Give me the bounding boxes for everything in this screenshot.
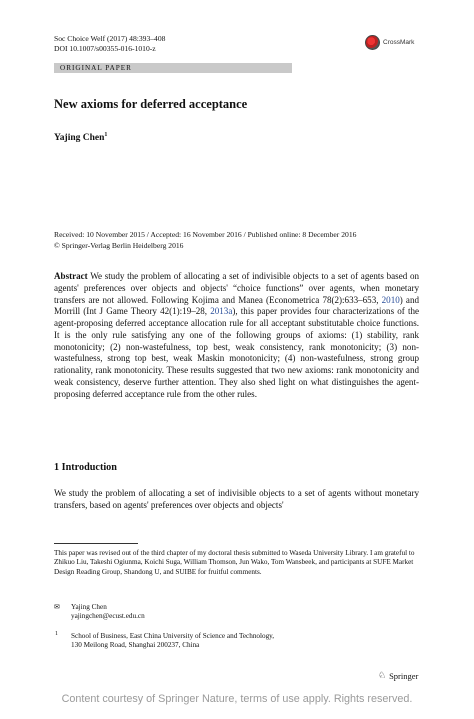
abstract [54,271,419,400]
publication-dates [54,230,424,251]
article-type-banner [54,63,292,73]
contact-email[interactable]: yajingchen@ecust.edu.cn [71,612,145,620]
section-heading: 1 Introduction [54,462,117,473]
crossmark-badge[interactable] [365,33,425,51]
affiliation-line-1: School of Business, East China University of Science and Technology, [71,632,275,640]
author-line [54,132,107,143]
crossmark-icon [365,35,380,50]
affiliation-line-2: 130 Meilong Road, Shanghai 200237, China [71,641,200,649]
abstract-text-1: We study the problem of allocating a set of indivisible objects to a set of agents based on agents' preferences over objects and objects' “choice functions” over agents, when monetary transfers are not allowed. Following Kojima and Manea (Econometrica 78(2):633–653, [54,271,419,305]
publisher-name: Springer [389,670,419,681]
courtesy-notice: Content courtesy of Springer Nature, terms of use apply. Rights reserved. [61,693,413,705]
citation-link-2010[interactable]: 2010 [381,294,400,305]
doi-line: DOI 10.1007/s00355-016-1010-z [54,44,156,53]
acknowledgement-footnote: This paper was revised out of the third chapter of my doctoral thesis submitted to Waseda University Library. I am grateful to Zhikuo Liu, Takeshi Ogiunma, Koichi Suga, William Thomson, Jun Wako, Tom Wansbeek, and participants at SUFE Market Design Reading Group, Shandong U, and SUIBE for fruitful comments. [54,549,415,576]
abstract-text-3: ), this paper provides four characterizations of the agent-proposing deferred acceptance allocation rule for all acceptant substitutable choice functions. It is the only rule satisfying any one of the following groups of axioms: (1) stability, rank monotonicity; (2) non-wastefulness, top best, weak consistency, rank monotonicity; (3) non-wastefulness, strong top best, weak Maskin monotonicity; (4) non-wastefulness, strong group rationality, rank monotonicity. These results suggested that two new axioms: rank monotonicity and weak consistency, deserve further attention. They also shed light on what distinguishes the agent-proposing deferred acceptance rule from the other rules. [54,306,419,399]
crossmark-label: CrossMark [383,38,415,46]
springer-horse-icon: ♘ [378,670,387,680]
author-name: Yajing Chen [54,133,105,144]
author-affiliation-marker: 1 [104,132,108,138]
paper-title: New axioms for deferred acceptance [54,97,248,111]
contact-name: Yajing Chen [71,603,107,611]
history-dates: Received: 10 November 2015 / Accepted: 16 November 2016 / Published online: 8 December 2016 [54,230,357,239]
publisher-logo [378,670,418,681]
abstract-label: Abstract [54,271,88,281]
citation-link-2013a[interactable]: 2013a [210,306,233,317]
abstract-text-2: ) and Morrill (Int J Game Theory 42(1):19–28, [54,294,419,317]
intro-paragraph: We study the problem of allocating a set of indivisible objects to a set of agents without monetary transfers, based on agents' preferences over objects and objects' [54,488,419,510]
affiliation-number: 1 [55,631,58,637]
envelope-icon: ✉ [54,603,61,611]
copyright-line: © Springer-Verlag Berlin Heidelberg 2016 [54,240,184,250]
journal-citation: Soc Choice Welf (2017) 48:393–408 [54,34,166,43]
footnote-divider [54,543,138,544]
article-type-label: ORIGINAL PAPER [60,64,132,72]
